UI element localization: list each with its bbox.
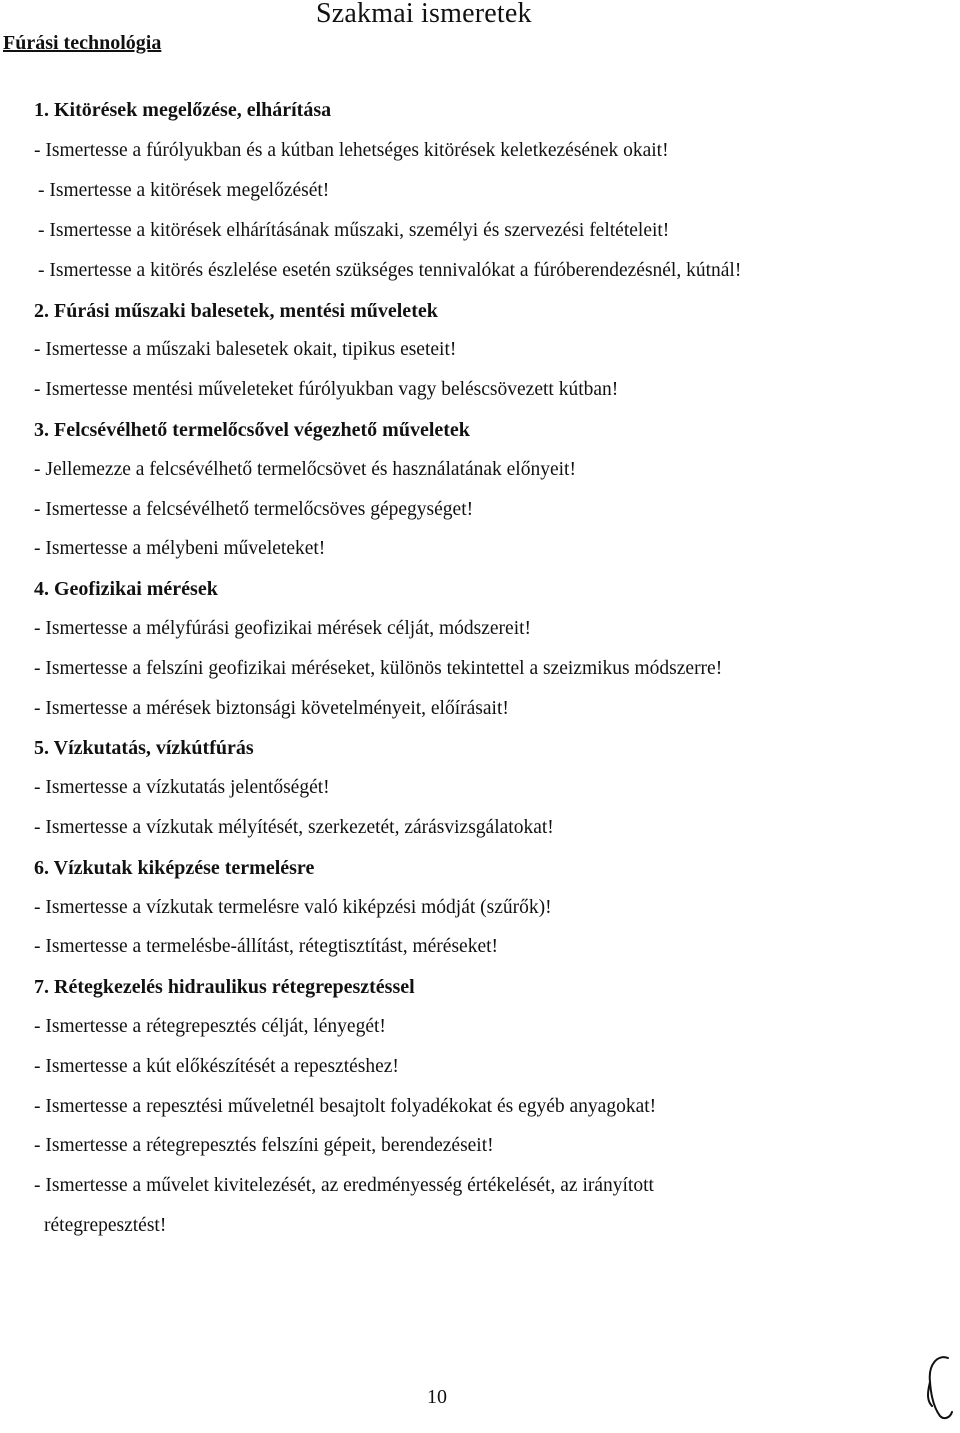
section-heading: 7. Rétegkezelés hidraulikus rétegrepesztéssel — [34, 976, 415, 998]
list-item: - Ismertesse a termelésbe-állítást, rétegtisztítást, méréseket! — [34, 936, 499, 957]
section-label: Fúrási technológia — [3, 32, 162, 54]
list-item: - Ismertesse a rétegrepesztés felszíni gépeit, berendezéseit! — [34, 1135, 494, 1156]
list-item: - Ismertesse a fúrólyukban és a kútban lehetséges kitörések keletkezésének okait! — [34, 140, 669, 161]
list-item: - Ismertesse a vízkutak termelésre való kiképzési módját (szűrők)! — [34, 897, 552, 918]
list-item: - Ismertesse a kitörések elhárításának műszaki, személyi és szervezési feltételeit! — [38, 220, 670, 241]
page-title: Szakmai ismeretek — [316, 0, 532, 29]
list-item: - Jellemezze a felcsévélhető termelőcsövet és használatának előnyeit! — [34, 459, 576, 480]
list-item: - Ismertesse a mélybeni műveleteket! — [34, 538, 326, 559]
list-item: - Ismertesse a művelet kivitelezését, az eredményesség értékelését, az irányított — [34, 1175, 654, 1196]
signature-mark — [918, 1352, 958, 1432]
page-number: 10 — [427, 1386, 447, 1408]
list-item: - Ismertesse a vízkutak mélyítését, szerkezetét, zárásvizsgálatokat! — [34, 817, 554, 838]
section-heading: 6. Vízkutak kiképzése termelésre — [34, 857, 315, 879]
list-item: - Ismertesse a kitörés észlelése esetén szükséges tennivalókat a fúróberendezésnél, kútnál! — [38, 260, 742, 281]
list-item: - Ismertesse a vízkutatás jelentőségét! — [34, 777, 330, 798]
list-item: - Ismertesse a mélyfúrási geofizikai mérések célját, módszereit! — [34, 618, 532, 639]
section-heading: 2. Fúrási műszaki balesetek, mentési műveletek — [34, 300, 438, 322]
section-heading: 3. Felcsévélhető termelőcsővel végezhető műveletek — [34, 419, 470, 441]
list-item: - Ismertesse a műszaki balesetek okait, tipikus eseteit! — [34, 339, 457, 360]
list-item: - Ismertesse a repesztési műveletnél besajtolt folyadékokat és egyéb anyagokat! — [34, 1096, 657, 1117]
section-heading: 1. Kitörések megelőzése, elhárítása — [34, 99, 332, 121]
list-item: - Ismertesse a kitörések megelőzését! — [38, 180, 330, 201]
list-item-continuation: rétegrepesztést! — [44, 1215, 167, 1236]
list-item: - Ismertesse a mérések biztonsági követelményeit, előírásait! — [34, 698, 509, 719]
list-item: - Ismertesse mentési műveleteket fúrólyukban vagy beléscsövezett kútban! — [34, 379, 619, 400]
section-heading: 4. Geofizikai mérések — [34, 578, 218, 600]
list-item: - Ismertesse a rétegrepesztés célját, lényegét! — [34, 1016, 386, 1037]
list-item: - Ismertesse a kút előkészítését a repesztéshez! — [34, 1056, 399, 1077]
section-heading: 5. Vízkutatás, vízkútfúrás — [34, 737, 254, 759]
list-item: - Ismertesse a felcsévélhető termelőcsöves gépegységet! — [34, 499, 474, 520]
list-item: - Ismertesse a felszíni geofizikai méréseket, különös tekintettel a szeizmikus módszerre! — [34, 658, 723, 679]
